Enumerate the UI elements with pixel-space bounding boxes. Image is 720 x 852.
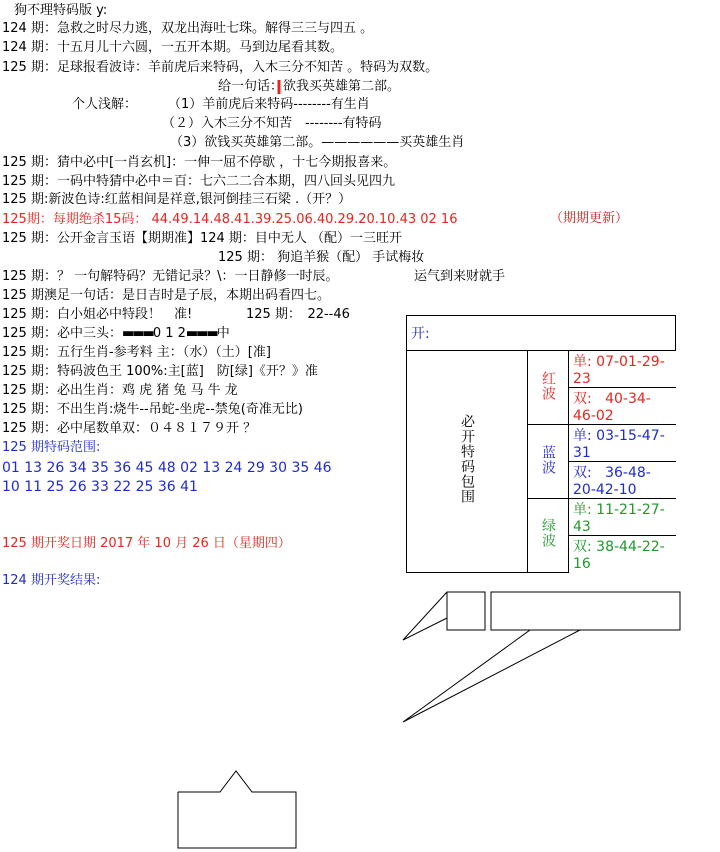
blue-single: 单: 03-15-47-31 (569, 425, 676, 462)
line-1: 124 期：急救之时尽力逃，双龙出海吐七珠。解得三三与四五 。 (2, 21, 374, 36)
open-cell: 开: (407, 316, 676, 351)
line-21-end: 中 (216, 326, 230, 341)
line-12: 125期：每期绝杀15码： 44.49.14.48.41.39.25.06.40.29.20.10.43 02 16 (2, 212, 458, 227)
side-label: 必开特码包围 (459, 414, 475, 505)
wave-blue: 蓝波 (528, 425, 569, 499)
line-16: 125 期：？ 一句解特码？无错记录？\：一日静修一时辰。 (2, 269, 339, 284)
line-21-text: 125 期：必中三头： (2, 326, 122, 341)
line-7: （２）入木三分不知苦 --------有特码 (162, 116, 382, 131)
line-13: （期期更新） (550, 211, 629, 226)
line-19: 125 期：白小姐必中特段！ 准! (2, 307, 193, 322)
red-single: 单: 07-01-29-23 (569, 351, 676, 388)
line-5: 个人浅解： (72, 97, 138, 112)
blue-double: 双: 36-48-20-42-10 (569, 462, 676, 499)
line-21-digits: 0 1 2 (152, 326, 186, 341)
line-25: 125 期：不出生肖:烧牛--吊蛇-坐虎--禁兔(奇准无比) (2, 402, 303, 417)
draw-date: 125 期开奖日期 2017 年 10 月 26 日（星期四） (2, 536, 291, 551)
line-8: （3）欲钱买英雄第二部。——————买英雄生肖 (170, 135, 465, 150)
red-double: 双: 40-34-46-02 (569, 388, 676, 425)
bar-decor-2: ▬▬▬ (185, 326, 217, 341)
line-23: 125 期：特码波色王 100%:主[蓝] 防[绿]《开？》准 (2, 364, 318, 379)
line-3: 125 期：足球报看波诗：羊前虎后来特码，入木三分不知苦 。特码为双数。 (2, 60, 439, 75)
green-single: 单: 11-21-27-43 (569, 499, 676, 536)
line-11: 125 期:新波色诗:红蓝相间是祥意,银河倒挂三石梁 .（开？） (2, 192, 352, 207)
line-2: 124 期：十五月儿十六圆，一五开本期。马到边尾看其数。 (2, 40, 343, 55)
line-9: 125 期：猜中必中[一肖玄机]：一伸一屈不停歇 ，十七今期报喜来。 (2, 155, 397, 170)
line-26: 125 期：必中尾数单双：０４８１７９开 ？ (2, 421, 257, 436)
page-title: 狗不理特码版 y: (14, 3, 108, 18)
range-label: 125 期特码范围: (2, 440, 101, 455)
callout-pointer-1 (403, 592, 447, 640)
line-4: 给一句话：欲我买英雄第二部。 (218, 79, 401, 94)
line-14: 125 期：公开金言玉语【期期准】124 期：目中无人 （配）一三旺开 (2, 231, 403, 246)
green-double: 双: 38-44-22-16 (569, 536, 676, 573)
bottom-callout-box (178, 771, 296, 848)
line-18: 125 期澳足一句话：是日吉时是子辰，本期出码看四七。 (2, 288, 330, 303)
line-15: 125 期： 狗追羊猴（配） 手试梅妆 (218, 250, 425, 265)
range-row-2: 10 11 25 26 33 22 25 36 41 (2, 479, 198, 495)
line-20: 125 期： 22--46 (246, 307, 350, 322)
range-row-1: 01 13 26 34 35 36 45 48 02 13 24 29 30 35 46 (2, 460, 332, 476)
wave-green: 绿波 (528, 499, 569, 573)
line-6: （1）羊前虎后来特码--------有生肖 (168, 97, 370, 112)
line-17: 运气到来财就手 (414, 269, 506, 284)
line-22: 125 期：五行生肖-参考料 主：（水）（土）[准] (2, 345, 271, 360)
callout-pointer-2 (403, 630, 580, 722)
result-box-large (491, 592, 680, 630)
line-10: 125 期：一码中特猜中必中＝百：七六二二合本期，四八回头见四九 (2, 174, 395, 189)
result-box-small (447, 592, 485, 630)
result-label: 124 期开奖结果: (2, 573, 101, 588)
wave-red: 红波 (528, 351, 569, 425)
bar-decor-1: ▬▬▬ (121, 326, 153, 341)
line-24: 125 期：必出生肖：鸡 虎 猪 兔 马 牛 龙 (2, 383, 238, 398)
